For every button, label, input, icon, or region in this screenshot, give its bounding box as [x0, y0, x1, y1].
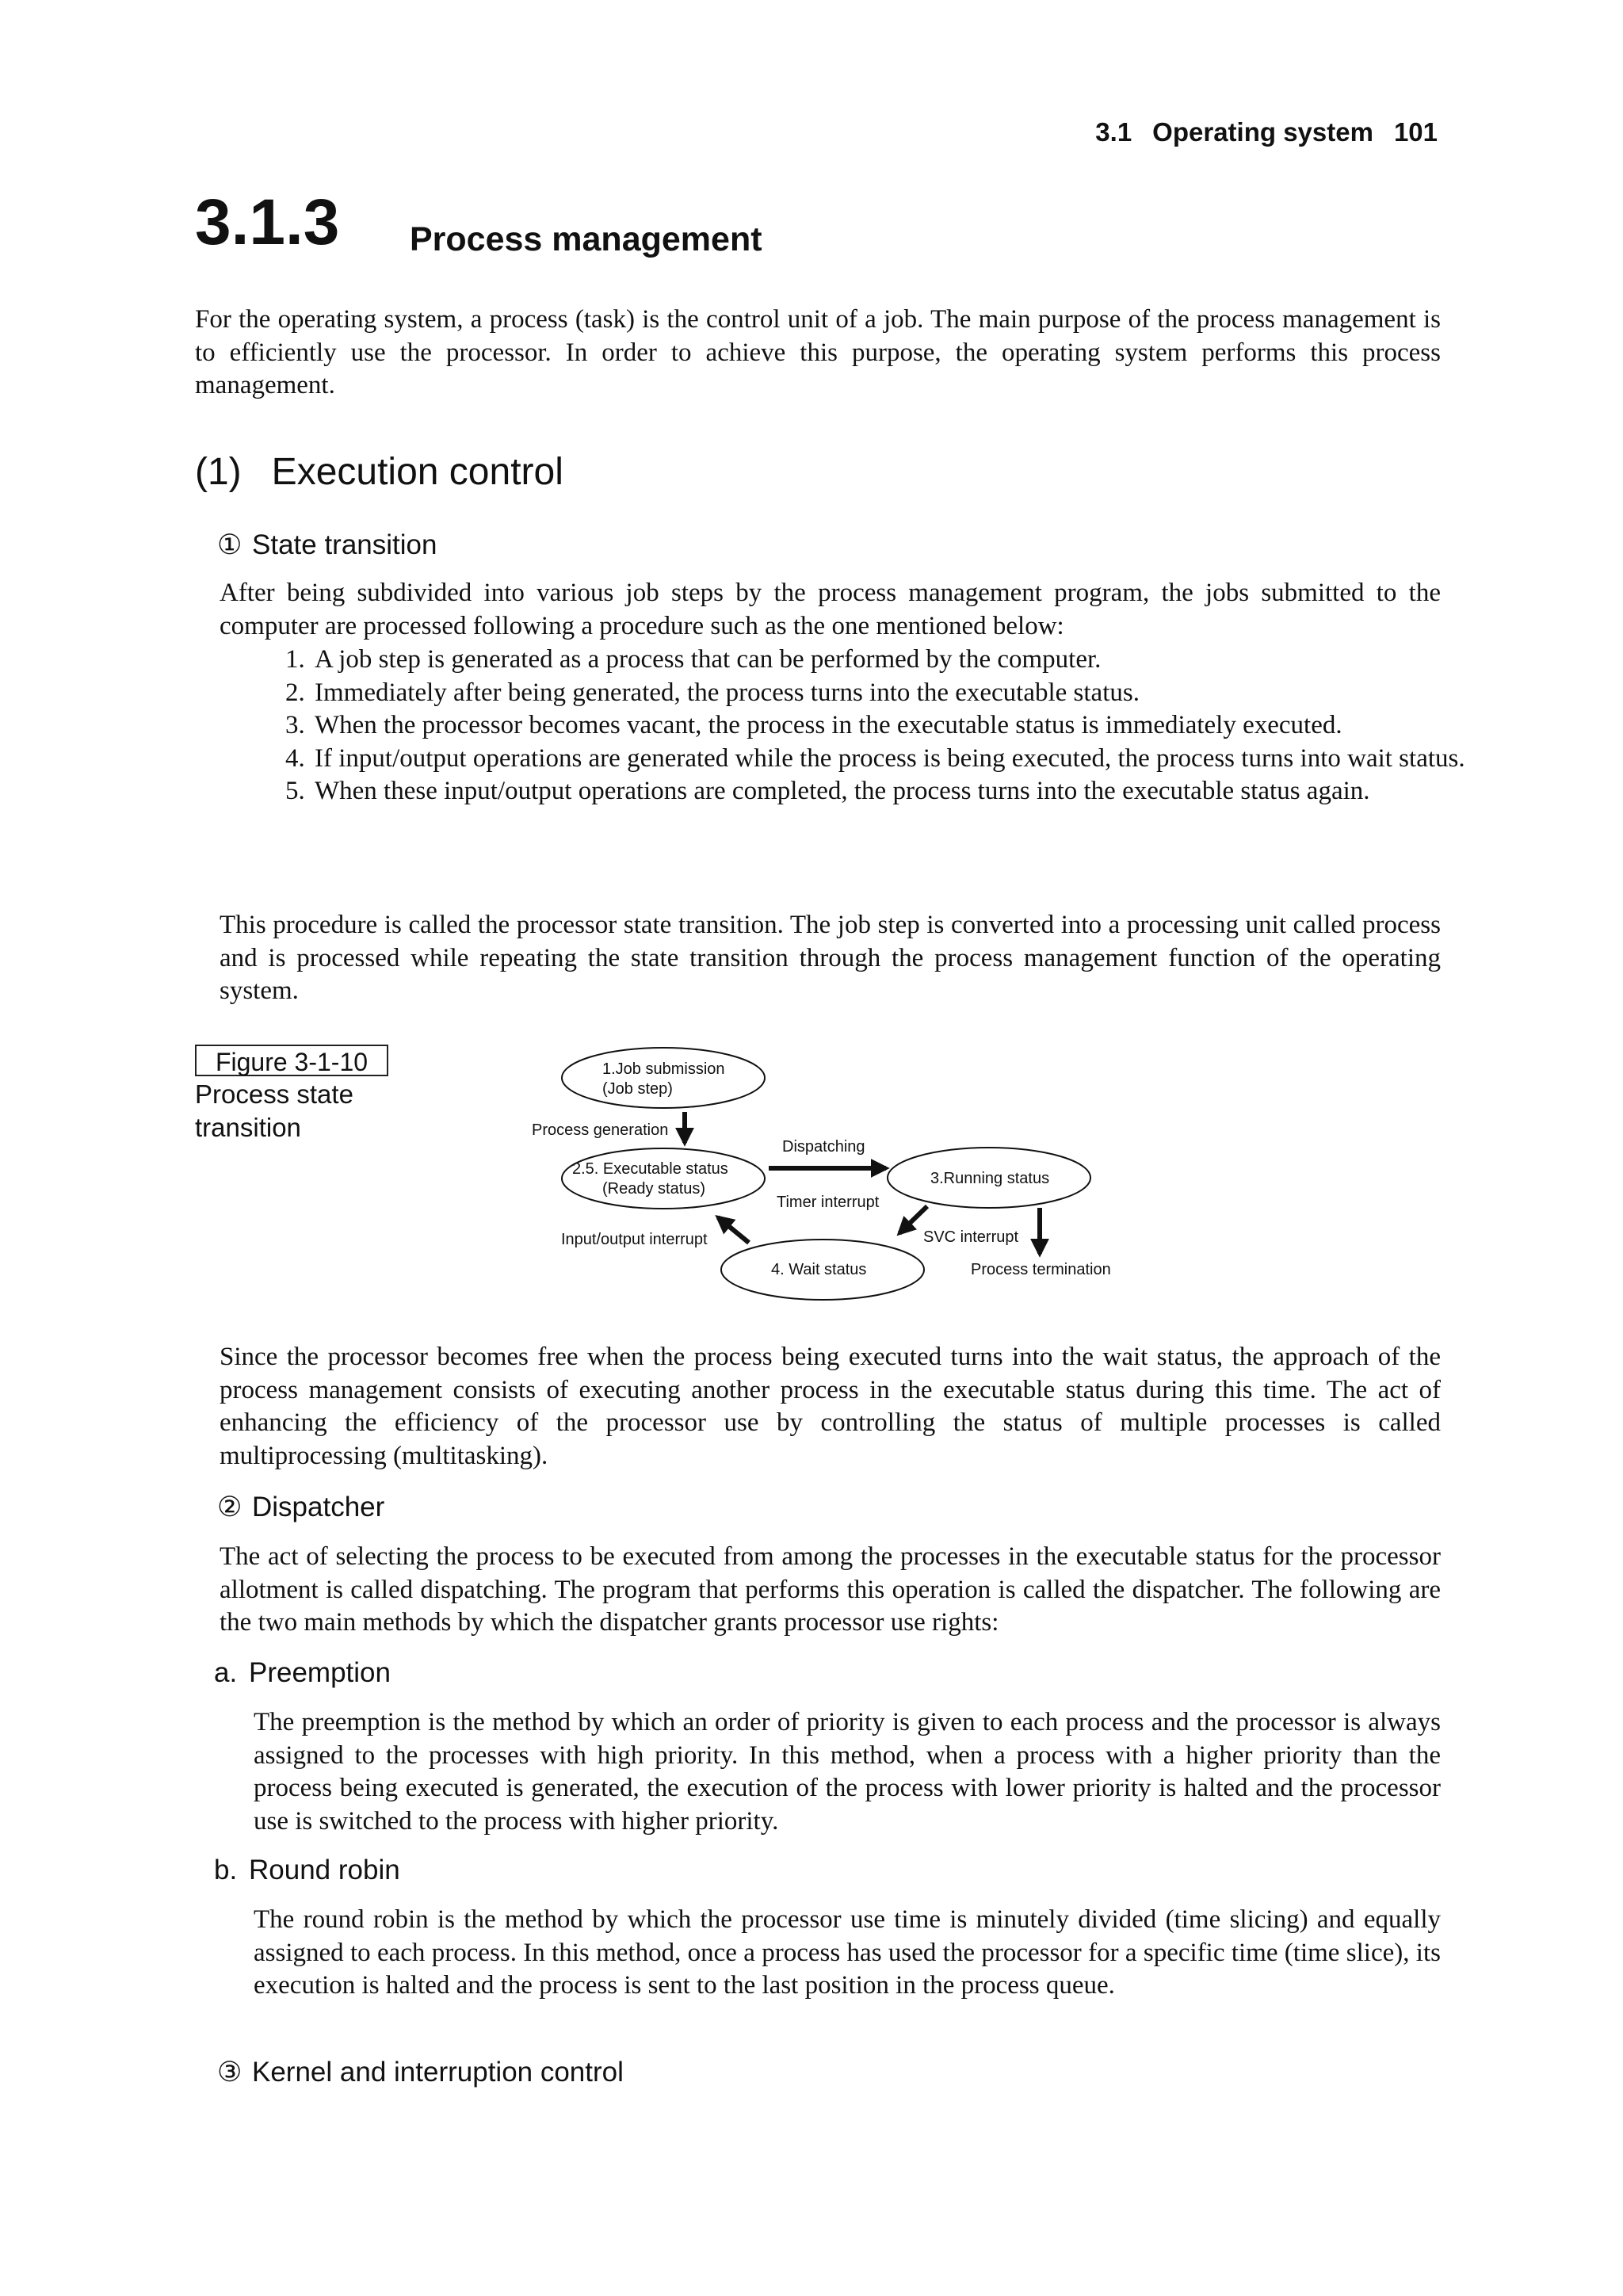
running-status-label: 3.Running status: [930, 1170, 1050, 1187]
list-item: 3. When the processor becomes vacant, the process in the executable status is immediately executed.: [311, 709, 1476, 743]
figure-caption: Process state transition: [195, 1079, 353, 1142]
item-a-marker: a.: [214, 1657, 238, 1688]
timer-interrupt-label: Timer interrupt: [777, 1194, 880, 1211]
job-submission-node: [562, 1048, 765, 1108]
procedure-steps: [277, 644, 1476, 808]
io-interrupt-label: Input/output interrupt: [561, 1231, 708, 1248]
process-termination-label: Process termination: [971, 1261, 1111, 1278]
wait-status-label: 4. Wait status: [771, 1261, 867, 1278]
running-head: [1075, 117, 1438, 147]
state-transition-summary: This procedure is called the processor state transition. The job step is converted into a processing unit called process and is processed while repeating the state transition through the process management function of the operating system.: [220, 911, 1441, 1005]
section-number: 3.1.3: [195, 186, 340, 258]
state-transition-heading: [217, 529, 437, 561]
svc-interrupt-label: SVC interrupt: [923, 1228, 1019, 1246]
process-generation-label: Process generation: [532, 1121, 669, 1139]
list-item: 2. Immediately after being generated, the process turns into the executable status.: [311, 677, 1476, 710]
round-robin-title: Round robin: [249, 1855, 400, 1885]
kernel-title: Kernel and interruption control: [252, 2057, 624, 2088]
dispatcher-title: Dispatcher: [252, 1492, 385, 1522]
list-item: 4. If input/output operations are generated while the process is being executed, the process turns into wait status.: [311, 743, 1476, 776]
kernel-heading: [217, 2057, 624, 2088]
header-section-title: Operating system: [1152, 117, 1373, 147]
ready-status-label: (Ready status): [602, 1180, 706, 1198]
dispatcher-paragraph: The act of selecting the process to be executed from among the processes in the executable status for the processor allotment is called dispatching. The program that performs this operation is called the dispatcher. The following are the two main methods by which the dispatcher grants processor use rights:: [220, 1542, 1441, 1637]
job-step-label: (Job step): [602, 1080, 673, 1098]
multiprocessing-paragraph: Since the processor becomes free when the process being executed turns into the wait status, the approach of the process management consists of executing another process in the executable status during this time. The act of enhancing the efficiency of the processor use by controlling the status of multiple processes is called multiprocessing (multitasking).: [220, 1343, 1441, 1470]
heading-title: Execution control: [271, 451, 563, 493]
item-b-marker: b.: [214, 1855, 238, 1885]
preemption-title: Preemption: [249, 1657, 391, 1688]
dispatcher-heading: [217, 1492, 384, 1523]
circled-one-marker: ①: [217, 529, 242, 560]
state-transition-title: State transition: [252, 529, 437, 560]
header-section-number: 3.1: [1095, 117, 1132, 147]
execution-control-heading: [195, 450, 563, 494]
io-interrupt-arrow: [718, 1217, 749, 1243]
process-state-diagram: [523, 1038, 1157, 1308]
heading-number: (1): [195, 451, 242, 493]
state-transition-lead: After being subdivided into various job steps by the process management program, the jobs submitted to the computer are processed following a procedure such as the one mentioned below:: [220, 579, 1441, 640]
circled-two-marker: ②: [217, 1492, 242, 1522]
preemption-heading: [214, 1657, 391, 1689]
page-number: 101: [1393, 117, 1438, 147]
list-item: 1. A job step is generated as a process that can be performed by the computer.: [311, 644, 1476, 677]
figure-label: Figure 3-1-10: [195, 1045, 388, 1076]
executable-status-label: 2.5. Executable status: [572, 1160, 728, 1178]
circled-three-marker: ③: [217, 2057, 242, 2088]
round-robin-paragraph: The round robin is the method by which the processor use time is minutely divided (time slicing) and equally assigned to each process. In this method, once a process has used the processor for a specific time (time slice), its execution is halted and the process is sent to the last position in the process queue.: [254, 1905, 1441, 2000]
preemption-paragraph: The preemption is the method by which an order of priority is given to each process and the processor is always assigned to the processes with high priority. In this method, when a process with a higher priority than the process being executed is generated, the execution of the process with lower priority is halted and the processor use is switched to the process with higher priority.: [254, 1708, 1441, 1836]
round-robin-heading: [214, 1855, 400, 1886]
dispatching-label: Dispatching: [782, 1138, 865, 1156]
intro-paragraph: For the operating system, a process (task) is the control unit of a job. The main purpose of the process management is to efficiently use the processor. In order to achieve this purpose, the operating system performs this process management.: [195, 305, 1441, 399]
job-submission-label: 1.Job submission: [602, 1060, 725, 1078]
executable-status-node: [562, 1148, 765, 1209]
list-item: 5. When these input/output operations are completed, the process turns into the executable status again.: [311, 775, 1476, 808]
section-title: Process management: [410, 220, 762, 258]
